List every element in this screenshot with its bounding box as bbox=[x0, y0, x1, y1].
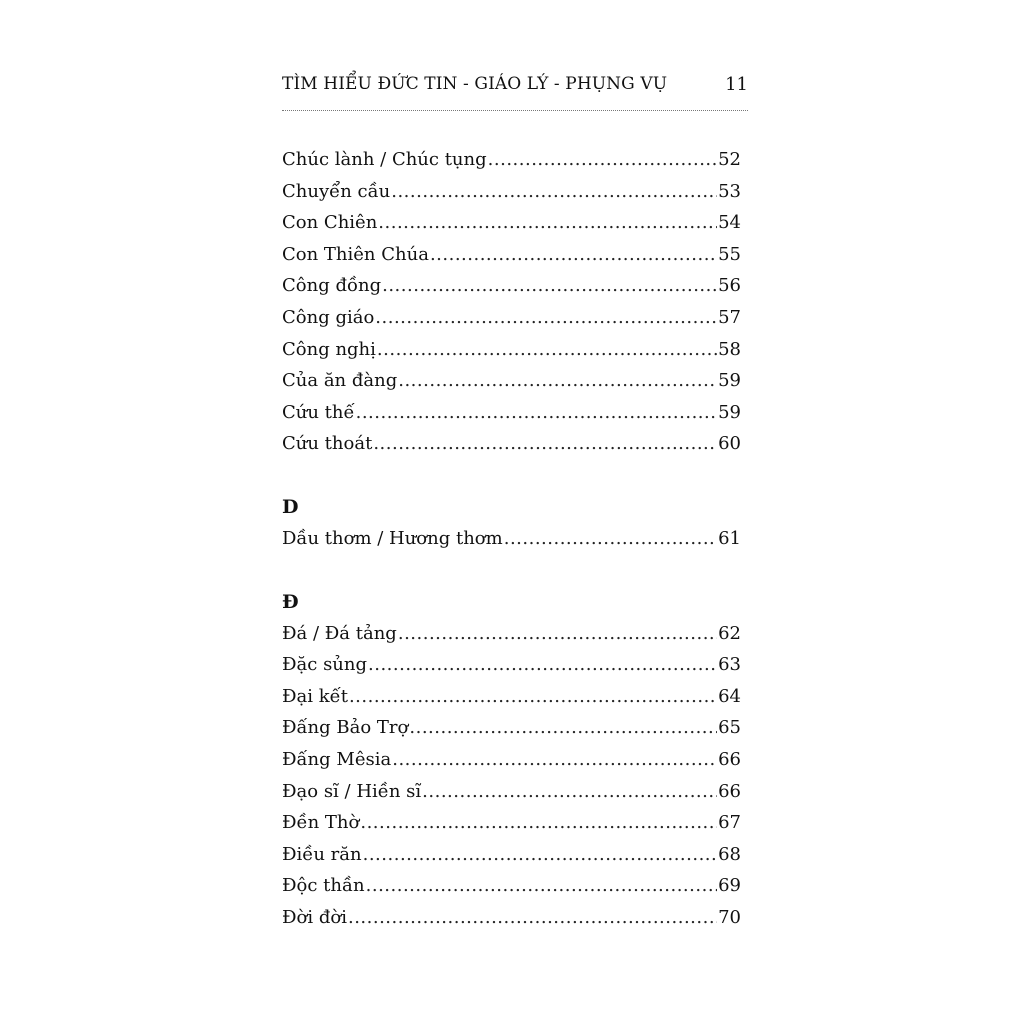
page-header bbox=[282, 72, 748, 100]
toc-entry-title: Đấng Bảo Trợ bbox=[282, 717, 409, 739]
dot-leader bbox=[349, 681, 717, 713]
toc-entry-title: Chuyển cầu bbox=[282, 180, 391, 202]
section-letter: D bbox=[282, 495, 299, 518]
toc-entry[interactable] bbox=[282, 144, 741, 176]
toc-entry-title: Dầu thơm / Hương thơm bbox=[282, 527, 503, 549]
dot-leader bbox=[391, 176, 717, 208]
toc-entry-page: 57 bbox=[718, 306, 741, 328]
toc-entry-title: Đá / Đá tảng bbox=[282, 622, 397, 644]
toc-entry-title: Công giáo bbox=[282, 306, 375, 328]
dot-leader bbox=[504, 523, 717, 555]
toc-entry-page: 63 bbox=[718, 654, 741, 676]
dot-leader bbox=[366, 870, 717, 902]
toc-entry[interactable] bbox=[282, 839, 741, 871]
toc-entry[interactable] bbox=[282, 334, 741, 366]
toc-entry[interactable] bbox=[282, 397, 741, 429]
toc-entry-title: Của ăn đàng bbox=[282, 370, 398, 392]
dot-leader bbox=[377, 334, 717, 366]
toc-entry[interactable] bbox=[282, 744, 741, 776]
dot-leader bbox=[398, 365, 717, 397]
toc-entry-title: Công đồng bbox=[282, 275, 382, 297]
dot-leader bbox=[375, 302, 717, 334]
toc-entry-page: 54 bbox=[718, 212, 741, 234]
dot-leader bbox=[368, 649, 717, 681]
toc-entry[interactable] bbox=[282, 302, 741, 334]
toc-group-dd bbox=[282, 586, 741, 934]
dot-leader bbox=[382, 270, 717, 302]
section-letter: Đ bbox=[282, 590, 299, 613]
dot-leader bbox=[430, 239, 717, 271]
toc-entry[interactable] bbox=[282, 365, 741, 397]
toc-entry-page: 59 bbox=[718, 401, 741, 423]
dot-leader bbox=[378, 207, 717, 239]
toc-entry[interactable] bbox=[282, 618, 741, 650]
toc-entry-title: Đại kết bbox=[282, 685, 348, 707]
toc-entry[interactable] bbox=[282, 807, 741, 839]
toc-entry-page: 55 bbox=[718, 243, 741, 265]
toc-entry-title: Độc thần bbox=[282, 875, 365, 897]
toc-entry-title: Cứu thế bbox=[282, 401, 355, 423]
table-of-contents bbox=[282, 144, 741, 933]
toc-entry[interactable] bbox=[282, 176, 741, 208]
dot-leader bbox=[356, 397, 718, 429]
toc-entry[interactable] bbox=[282, 523, 741, 555]
toc-entry[interactable] bbox=[282, 776, 741, 808]
toc-entry-title: Đặc sủng bbox=[282, 654, 368, 676]
toc-entry-page: 69 bbox=[718, 875, 741, 897]
toc-entry-page: 64 bbox=[718, 685, 741, 707]
dot-leader bbox=[360, 807, 717, 839]
toc-entry[interactable] bbox=[282, 681, 741, 713]
toc-entry-page: 59 bbox=[718, 370, 741, 392]
dot-leader bbox=[398, 618, 717, 650]
toc-entry-page: 67 bbox=[718, 812, 741, 834]
toc-entry[interactable] bbox=[282, 649, 741, 681]
toc-entry-title: Cứu thoát bbox=[282, 433, 373, 455]
toc-entry-page: 70 bbox=[718, 906, 741, 928]
dot-leader bbox=[348, 902, 717, 934]
page-number: 11 bbox=[725, 74, 748, 95]
toc-entry-page: 61 bbox=[718, 527, 741, 549]
toc-entry-title: Công nghị bbox=[282, 338, 376, 360]
dot-leader bbox=[422, 776, 717, 808]
toc-entry[interactable] bbox=[282, 270, 741, 302]
running-title: TÌM HIỂU ĐỨC TIN - GIÁO LÝ - PHỤNG VỤ bbox=[282, 74, 668, 94]
toc-entry[interactable] bbox=[282, 870, 741, 902]
toc-entry-page: 62 bbox=[718, 622, 741, 644]
toc-entry[interactable] bbox=[282, 712, 741, 744]
toc-entry[interactable] bbox=[282, 207, 741, 239]
dot-leader bbox=[392, 744, 717, 776]
toc-group-c bbox=[282, 144, 741, 460]
toc-entry-page: 65 bbox=[718, 717, 741, 739]
toc-entry-title: Đấng Mêsia bbox=[282, 748, 392, 770]
toc-entry-page: 56 bbox=[718, 275, 741, 297]
dot-leader bbox=[373, 428, 717, 460]
dot-leader bbox=[409, 712, 717, 744]
toc-entry-title: Con Thiên Chúa bbox=[282, 243, 429, 265]
toc-entry-page: 68 bbox=[718, 843, 741, 865]
toc-entry-page: 58 bbox=[718, 338, 741, 360]
toc-entry-page: 60 bbox=[718, 433, 741, 455]
toc-entry-title: Đền Thờ bbox=[282, 812, 360, 834]
dot-leader bbox=[363, 839, 717, 871]
toc-entry-title: Điều răn bbox=[282, 843, 362, 865]
toc-entry[interactable] bbox=[282, 902, 741, 934]
toc-entry[interactable] bbox=[282, 428, 741, 460]
toc-entry-title: Chúc lành / Chúc tụng bbox=[282, 149, 487, 170]
toc-entry-page: 53 bbox=[718, 180, 741, 202]
toc-entry-title: Đời đời bbox=[282, 906, 347, 928]
header-dotted-rule bbox=[282, 110, 748, 111]
toc-entry-title: Con Chiên bbox=[282, 212, 378, 234]
toc-entry-page: 52 bbox=[718, 149, 741, 170]
toc-entry-page: 66 bbox=[718, 780, 741, 802]
toc-entry[interactable] bbox=[282, 239, 741, 271]
dot-leader bbox=[488, 144, 717, 176]
toc-entry-page: 66 bbox=[718, 748, 741, 770]
toc-group-d bbox=[282, 491, 741, 555]
toc-entry-title: Đạo sĩ / Hiền sĩ bbox=[282, 780, 422, 802]
